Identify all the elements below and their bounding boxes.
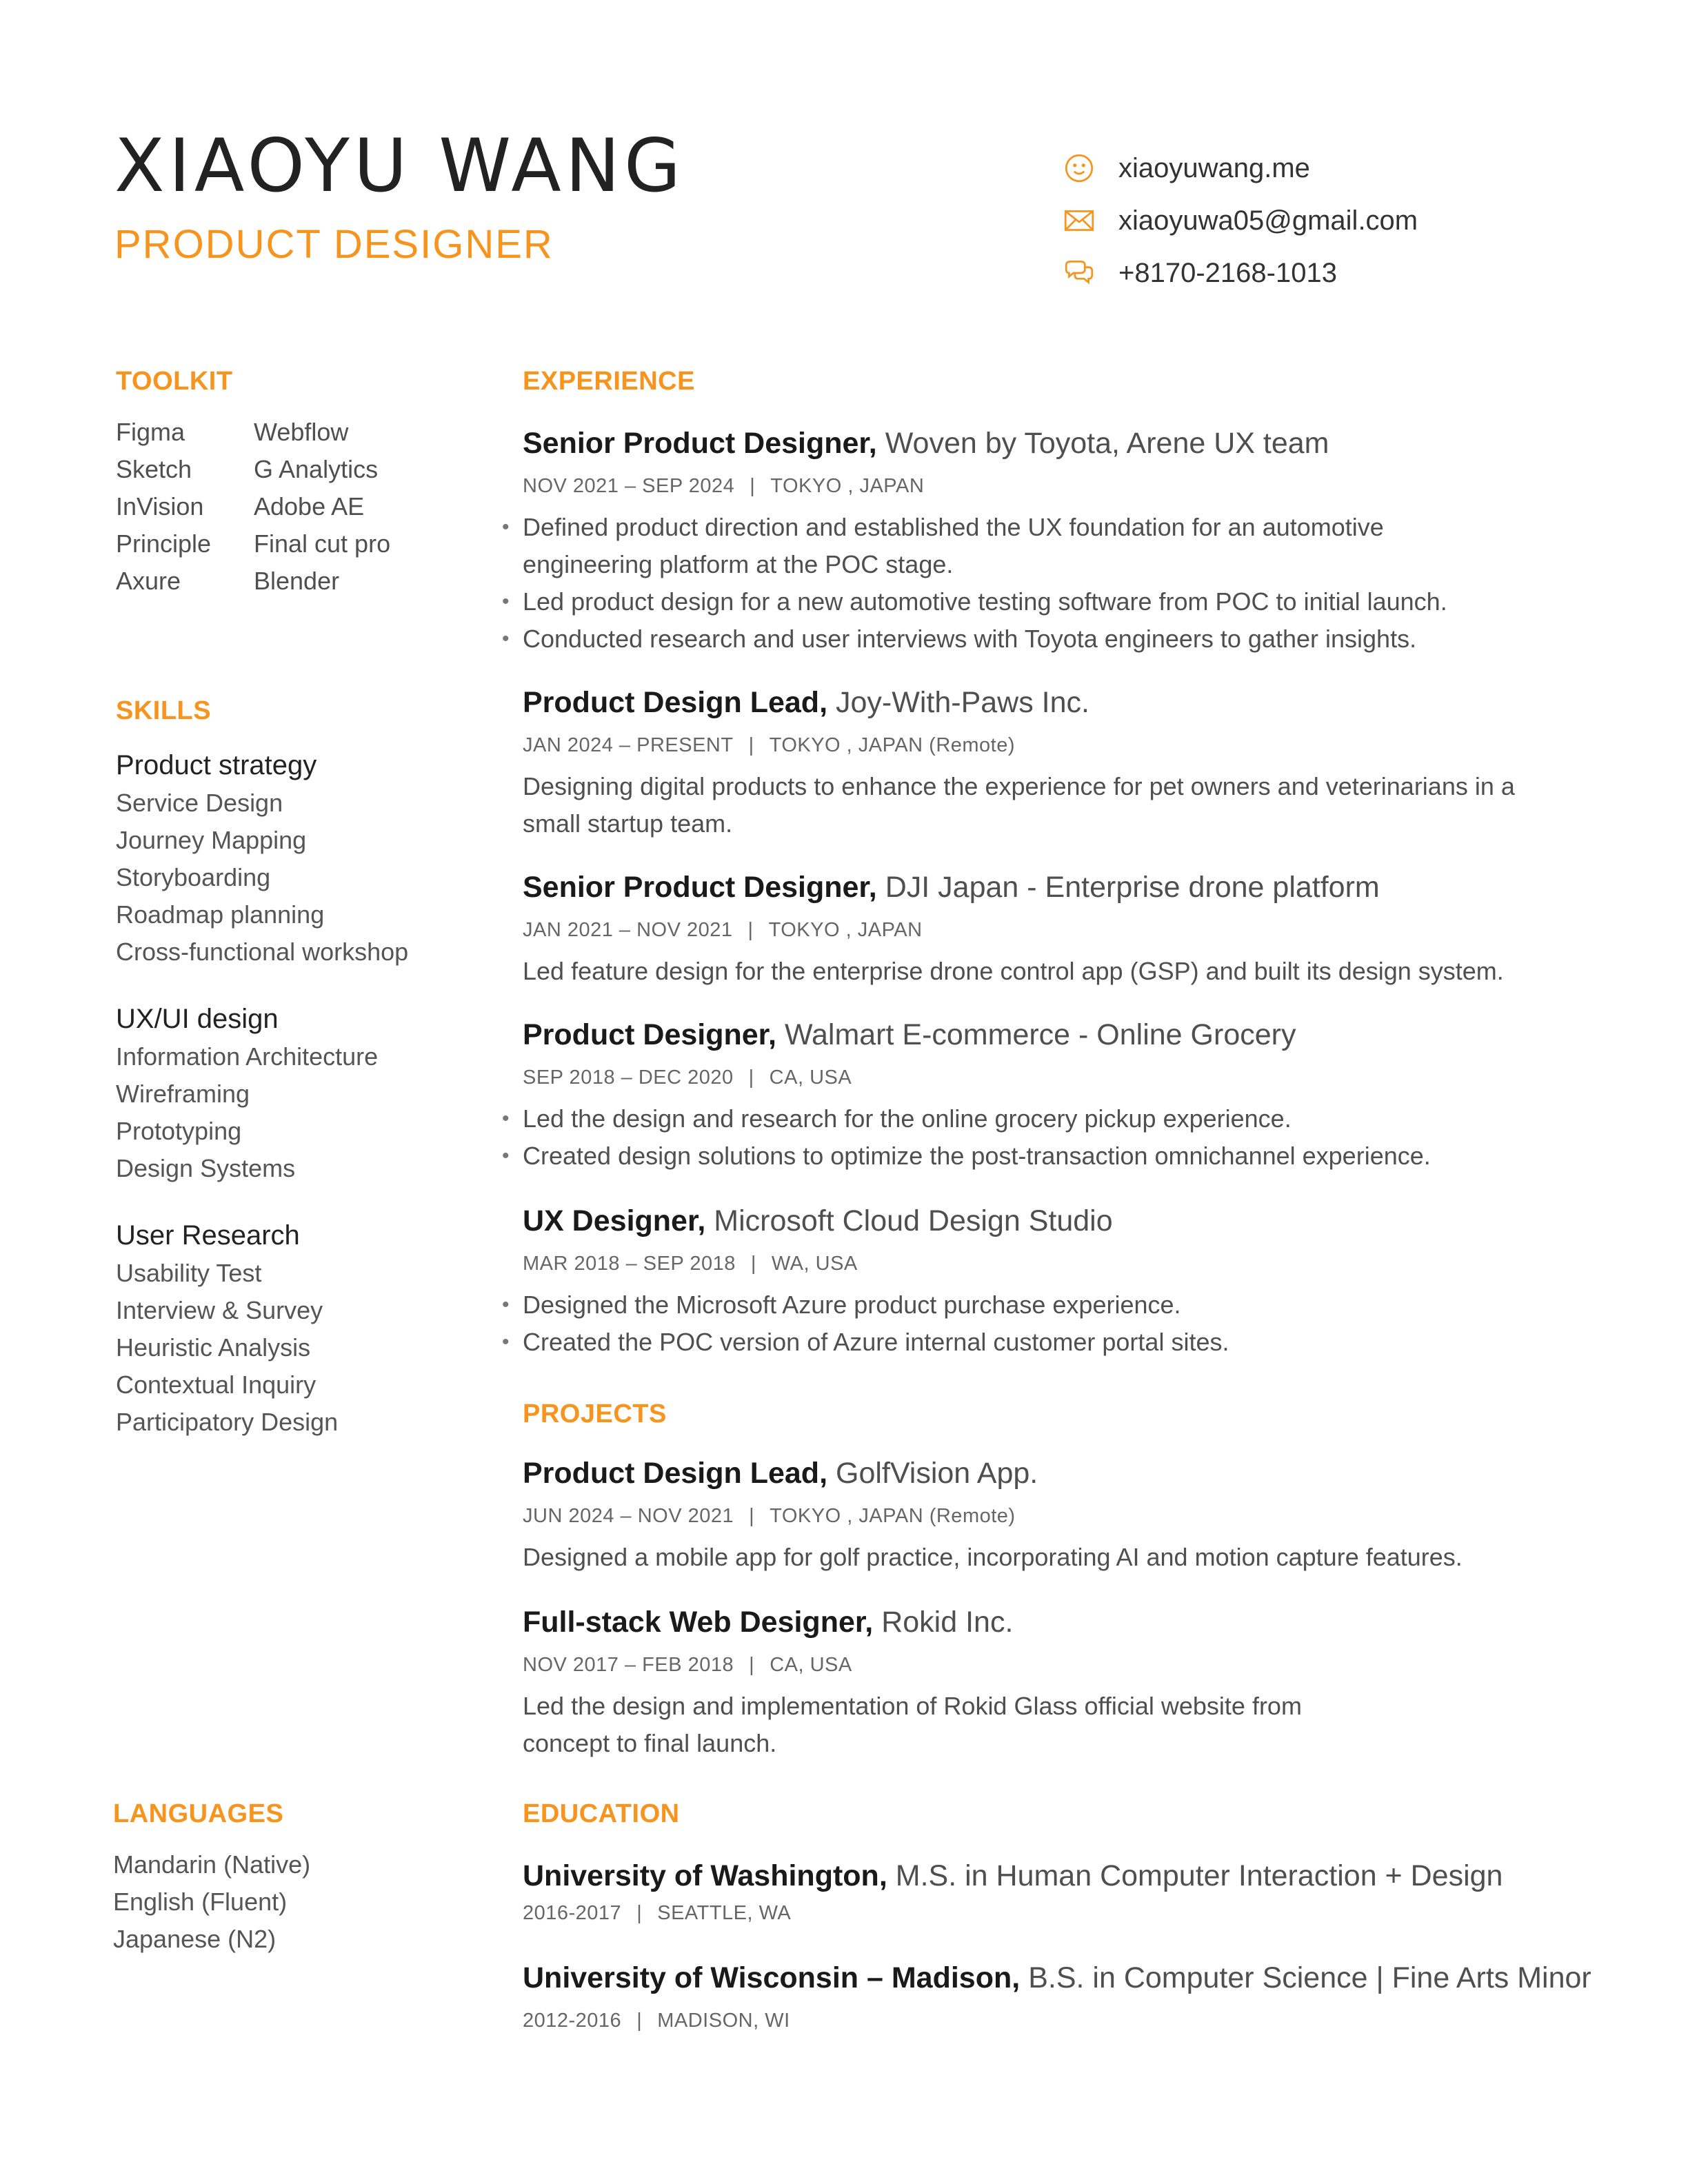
contact-email-text: xiaoyuwa05@gmail.com bbox=[1118, 205, 1418, 236]
skill-item: Storyboarding bbox=[116, 863, 271, 891]
education-entry bbox=[523, 1963, 1591, 2031]
skills-list bbox=[116, 746, 408, 1470]
skill-item: Design Systems bbox=[116, 1154, 296, 1182]
entry-location: TOKYO , JAPAN (Remote) bbox=[769, 734, 1016, 756]
entry-description: Led the design and implementation of Rokid Glass official website from concept to final launch. bbox=[523, 1692, 1302, 1757]
entry-location: CA, USA bbox=[769, 1066, 852, 1089]
entry-description: Led feature design for the enterprise drone control app (GSP) and built its design system. bbox=[523, 957, 1504, 985]
skill-item: Wireframing bbox=[116, 1080, 250, 1108]
entry-title: Full-stack Web Designer, bbox=[523, 1606, 874, 1639]
experience-entry bbox=[523, 1206, 1598, 1361]
education-heading: EDUCATION bbox=[523, 1799, 680, 1828]
toolkit-item: Webflow bbox=[254, 418, 349, 446]
education-location: SEATTLE, WA bbox=[657, 1902, 792, 1924]
entry-meta: 2016-2017 | SEATTLE, WA bbox=[523, 1902, 792, 1924]
toolkit-item: G Analytics bbox=[254, 455, 379, 483]
entry-meta: JAN 2021 – NOV 2021 | TOKYO , JAPAN bbox=[523, 919, 923, 941]
toolkit-list bbox=[116, 414, 433, 600]
entry-bullet: • Conducted research and user interviews with Toyota engineers to gather insights. bbox=[523, 620, 1543, 658]
entry-bullet: • Created design solutions to optimize the post-transaction omnichannel experience. bbox=[523, 1138, 1598, 1175]
contact-website[interactable] bbox=[1062, 142, 1418, 194]
skill-group-title: UX/UI design bbox=[116, 1004, 279, 1034]
education-degree: M.S. in Human Computer Interaction + Design bbox=[895, 1859, 1503, 1892]
entry-dates: NOV 2021 – SEP 2024 bbox=[523, 475, 735, 497]
entry-title: UX Designer, bbox=[523, 1204, 706, 1237]
project-entry bbox=[523, 1459, 1598, 1576]
entry-dates: JAN 2021 – NOV 2021 bbox=[523, 919, 733, 941]
skill-group-title: Product strategy bbox=[116, 750, 317, 780]
skills-heading: SKILLS bbox=[116, 696, 212, 725]
language-item: Mandarin (Native) bbox=[113, 1850, 311, 1879]
toolkit-item: Blender bbox=[254, 567, 340, 595]
entry-description: Designed a mobile app for golf practice, incorporating AI and motion capture features. bbox=[523, 1543, 1463, 1571]
entry-title: Product Design Lead, bbox=[523, 686, 828, 719]
toolkit-item: InVision bbox=[116, 492, 204, 520]
skill-item: Cross-functional workshop bbox=[116, 938, 409, 966]
entry-title: Senior Product Designer, bbox=[523, 871, 877, 904]
skill-item: Heuristic Analysis bbox=[116, 1333, 311, 1362]
toolkit-item: Principle bbox=[116, 529, 212, 558]
entry-header bbox=[523, 873, 1598, 902]
education-entry bbox=[523, 1861, 1503, 1923]
entry-meta: NOV 2021 – SEP 2024 | TOKYO , JAPAN bbox=[523, 475, 925, 497]
toolkit-item: Final cut pro bbox=[254, 529, 391, 558]
entry-header bbox=[523, 1861, 1503, 1891]
entry-location: CA, USA bbox=[770, 1654, 852, 1676]
skill-item: Journey Mapping bbox=[116, 826, 307, 854]
contact-website-text: xiaoyuwang.me bbox=[1118, 152, 1310, 183]
smiley-icon bbox=[1062, 151, 1096, 185]
entry-dates: JAN 2024 – PRESENT bbox=[523, 734, 734, 756]
entry-header bbox=[523, 1608, 1391, 1637]
skill-item: Participatory Design bbox=[116, 1408, 339, 1436]
experience-entry bbox=[523, 429, 1543, 658]
skill-group-title: User Research bbox=[116, 1220, 300, 1251]
skill-item: Usability Test bbox=[116, 1259, 262, 1287]
education-school: University of Wisconsin – Madison, bbox=[523, 1961, 1021, 1994]
entry-location: TOKYO , JAPAN bbox=[770, 475, 925, 497]
entry-meta: SEP 2018 – DEC 2020 | CA, USA bbox=[523, 1066, 852, 1089]
entry-header bbox=[523, 1020, 1598, 1050]
contact-phone[interactable] bbox=[1062, 247, 1418, 299]
languages-list bbox=[113, 1846, 310, 1958]
entry-bullet: • Led the design and research for the online grocery pickup experience. bbox=[523, 1100, 1598, 1138]
entry-org: GolfVision App. bbox=[836, 1457, 1038, 1490]
education-years: 2012-2016 bbox=[523, 2010, 622, 2032]
language-item: Japanese (N2) bbox=[113, 1925, 277, 1953]
toolkit-heading: TOOLKIT bbox=[116, 367, 233, 396]
entry-meta: 2012-2016 | MADISON, WI bbox=[523, 2010, 790, 2032]
language-item: English (Fluent) bbox=[113, 1888, 288, 1916]
entry-bullets bbox=[523, 509, 1543, 658]
contact-block bbox=[1062, 142, 1418, 299]
entry-meta: JAN 2024 – PRESENT | TOKYO , JAPAN (Remote) bbox=[523, 734, 1016, 756]
projects-heading: PROJECTS bbox=[523, 1399, 667, 1428]
chat-bubbles-icon bbox=[1062, 256, 1096, 290]
project-entry bbox=[523, 1608, 1391, 1762]
entry-dates: SEP 2018 – DEC 2020 bbox=[523, 1066, 734, 1089]
entry-bullet: • Designed the Microsoft Azure product purchase experience. bbox=[523, 1286, 1598, 1324]
entry-bullet: • Created the POC version of Azure internal customer portal sites. bbox=[523, 1324, 1598, 1361]
entry-org: Woven by Toyota, Arene UX team bbox=[885, 427, 1329, 460]
entry-meta: NOV 2017 – FEB 2018 | CA, USA bbox=[523, 1654, 852, 1676]
toolkit-item: Axure bbox=[116, 567, 181, 595]
toolkit-item: Figma bbox=[116, 418, 185, 446]
skill-group bbox=[116, 1216, 408, 1441]
entry-meta: JUN 2024 – NOV 2021 | TOKYO , JAPAN (Remote) bbox=[523, 1505, 1016, 1527]
entry-dates: MAR 2018 – SEP 2018 bbox=[523, 1253, 736, 1275]
candidate-role: PRODUCT DESIGNER bbox=[114, 222, 554, 267]
entry-header bbox=[523, 688, 1543, 718]
education-location: MADISON, WI bbox=[657, 2010, 790, 2032]
entry-org: Rokid Inc. bbox=[881, 1606, 1014, 1639]
entry-org: Joy-With-Paws Inc. bbox=[836, 686, 1089, 719]
entry-header bbox=[523, 1206, 1598, 1236]
entry-bullets bbox=[523, 1100, 1598, 1175]
experience-heading: EXPERIENCE bbox=[523, 367, 695, 396]
skill-item: Prototyping bbox=[116, 1117, 242, 1145]
entry-bullet: • Led product design for a new automotive testing software from POC to initial launch. bbox=[523, 583, 1543, 620]
entry-header bbox=[523, 429, 1543, 458]
education-years: 2016-2017 bbox=[523, 1902, 622, 1924]
contact-phone-text: +8170-2168-1013 bbox=[1118, 257, 1337, 288]
skill-group bbox=[116, 1000, 408, 1187]
entry-dates: NOV 2017 – FEB 2018 bbox=[523, 1654, 734, 1676]
skill-item: Roadmap planning bbox=[116, 900, 325, 929]
contact-email[interactable] bbox=[1062, 194, 1418, 247]
skill-item: Contextual Inquiry bbox=[116, 1371, 316, 1399]
envelope-icon bbox=[1062, 203, 1096, 238]
entry-header bbox=[523, 1963, 1591, 1993]
entry-dates: JUN 2024 – NOV 2021 bbox=[523, 1505, 734, 1527]
experience-entry bbox=[523, 688, 1543, 842]
experience-entry bbox=[523, 873, 1598, 990]
entry-location: WA, USA bbox=[771, 1253, 858, 1275]
entry-org: Walmart E-commerce - Online Grocery bbox=[784, 1018, 1296, 1051]
languages-heading: LANGUAGES bbox=[113, 1799, 284, 1828]
skill-group bbox=[116, 746, 408, 971]
entry-bullet: • Defined product direction and established the UX foundation for an automotive engineering platform at the POC stage. bbox=[523, 509, 1474, 583]
entry-title: Product Design Lead, bbox=[523, 1457, 828, 1490]
education-school: University of Washington, bbox=[523, 1859, 887, 1892]
entry-org: DJI Japan - Enterprise drone platform bbox=[885, 871, 1380, 904]
entry-location: TOKYO , JAPAN (Remote) bbox=[770, 1505, 1016, 1527]
entry-title: Product Designer, bbox=[523, 1018, 776, 1051]
entry-title: Senior Product Designer, bbox=[523, 427, 877, 460]
skill-item: Service Design bbox=[116, 789, 283, 817]
education-degree: B.S. in Computer Science | Fine Arts Minor bbox=[1028, 1961, 1591, 1994]
candidate-name: XIAOYU WANG bbox=[114, 123, 685, 208]
entry-header bbox=[523, 1459, 1598, 1488]
entry-bullets bbox=[523, 1286, 1598, 1361]
entry-description: Designing digital products to enhance the experience for pet owners and veterinarians in a small startup team. bbox=[523, 772, 1515, 838]
skill-item: Interview & Survey bbox=[116, 1296, 323, 1324]
toolkit-item: Sketch bbox=[116, 455, 192, 483]
entry-location: TOKYO , JAPAN bbox=[768, 919, 923, 941]
entry-meta: MAR 2018 – SEP 2018 | WA, USA bbox=[523, 1253, 858, 1275]
toolkit-item: Adobe AE bbox=[254, 492, 365, 520]
entry-org: Microsoft Cloud Design Studio bbox=[714, 1204, 1113, 1237]
experience-entry bbox=[523, 1020, 1598, 1175]
skill-item: Information Architecture bbox=[116, 1042, 379, 1071]
